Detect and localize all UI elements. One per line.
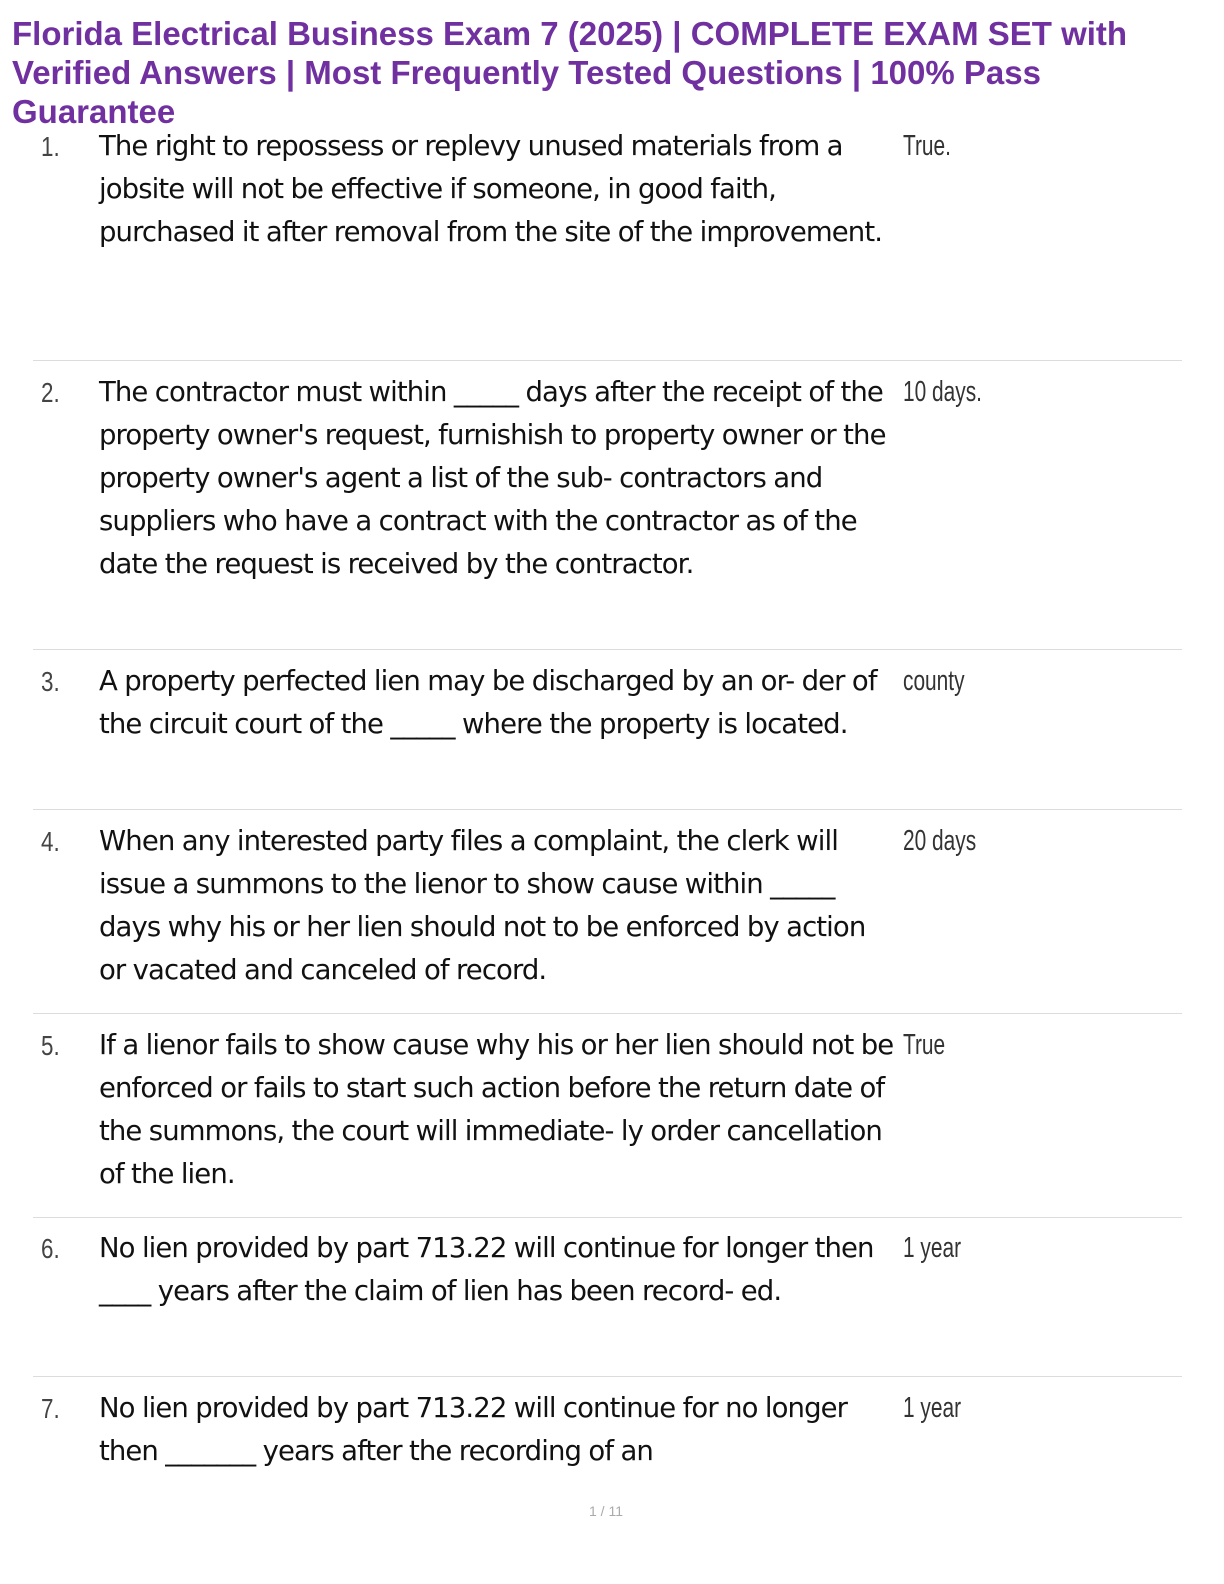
question-text: The contractor must within _____ days after the receipt of the property owner's request, furnishish to property owner or the property owner's agent a list of the sub- contractors and suppliers who have a contract with the contractor as of the date the request is received by the contractor. bbox=[99, 376, 886, 580]
qa-item-2 bbox=[33, 371, 1182, 650]
answer-text: True. bbox=[903, 130, 951, 162]
page-number: 1 / 11 bbox=[589, 1503, 623, 1519]
question-number: 6. bbox=[41, 1233, 60, 1264]
answer-text: 1 year bbox=[903, 1232, 962, 1264]
answer-text: 10 days. bbox=[903, 376, 982, 408]
question-text: No lien provided by part 713.22 will continue for longer then ____ years after the claim of lien has been record- ed. bbox=[99, 1232, 874, 1307]
qa-item-6 bbox=[33, 1227, 1182, 1377]
question-text: No lien provided by part 713.22 will continue for no longer then _______ years after the recording of an bbox=[99, 1392, 848, 1467]
question-text: If a lienor fails to show cause why his or her lien should not be enforced or fails to start such action before the return date of the summons, the court will immediate- ly order cancellation of the lien. bbox=[99, 1029, 894, 1190]
question-number: 7. bbox=[41, 1393, 60, 1424]
question-number: 2. bbox=[41, 377, 60, 408]
question-text: When any interested party files a complaint, the clerk will issue a summons to the lienor to show cause within _____ days why his or her lien should not to be enforced by action or vacated and canceled of record. bbox=[99, 825, 866, 986]
question-number: 3. bbox=[41, 666, 60, 697]
question-number: 1. bbox=[41, 131, 60, 162]
document-title: Florida Electrical Business Exam 7 (2025) | COMPLETE EXAM SET with Verified Answers | Most Frequently Tested Questions | 100% Pass Guarantee bbox=[12, 15, 1128, 130]
qa-item-7 bbox=[33, 1387, 1182, 1487]
qa-item-5 bbox=[33, 1024, 1182, 1218]
answer-text: 20 days bbox=[903, 825, 977, 857]
question-text: A property perfected lien may be discharged by an or- der of the circuit court of the _____ where the property is located. bbox=[99, 665, 877, 740]
answer-text: True bbox=[903, 1029, 946, 1061]
qa-item-3 bbox=[33, 660, 1182, 810]
question-number: 5. bbox=[41, 1030, 60, 1061]
qa-item-1 bbox=[33, 125, 1182, 361]
question-number: 4. bbox=[41, 826, 60, 857]
qa-item-4 bbox=[33, 820, 1182, 1014]
answer-text: county bbox=[903, 665, 965, 697]
question-text: The right to repossess or replevy unused materials from a jobsite will not be effective if someone, in good faith, purchased it after removal from the site of the improvement. bbox=[99, 130, 883, 248]
answer-text: 1 year bbox=[903, 1392, 962, 1424]
